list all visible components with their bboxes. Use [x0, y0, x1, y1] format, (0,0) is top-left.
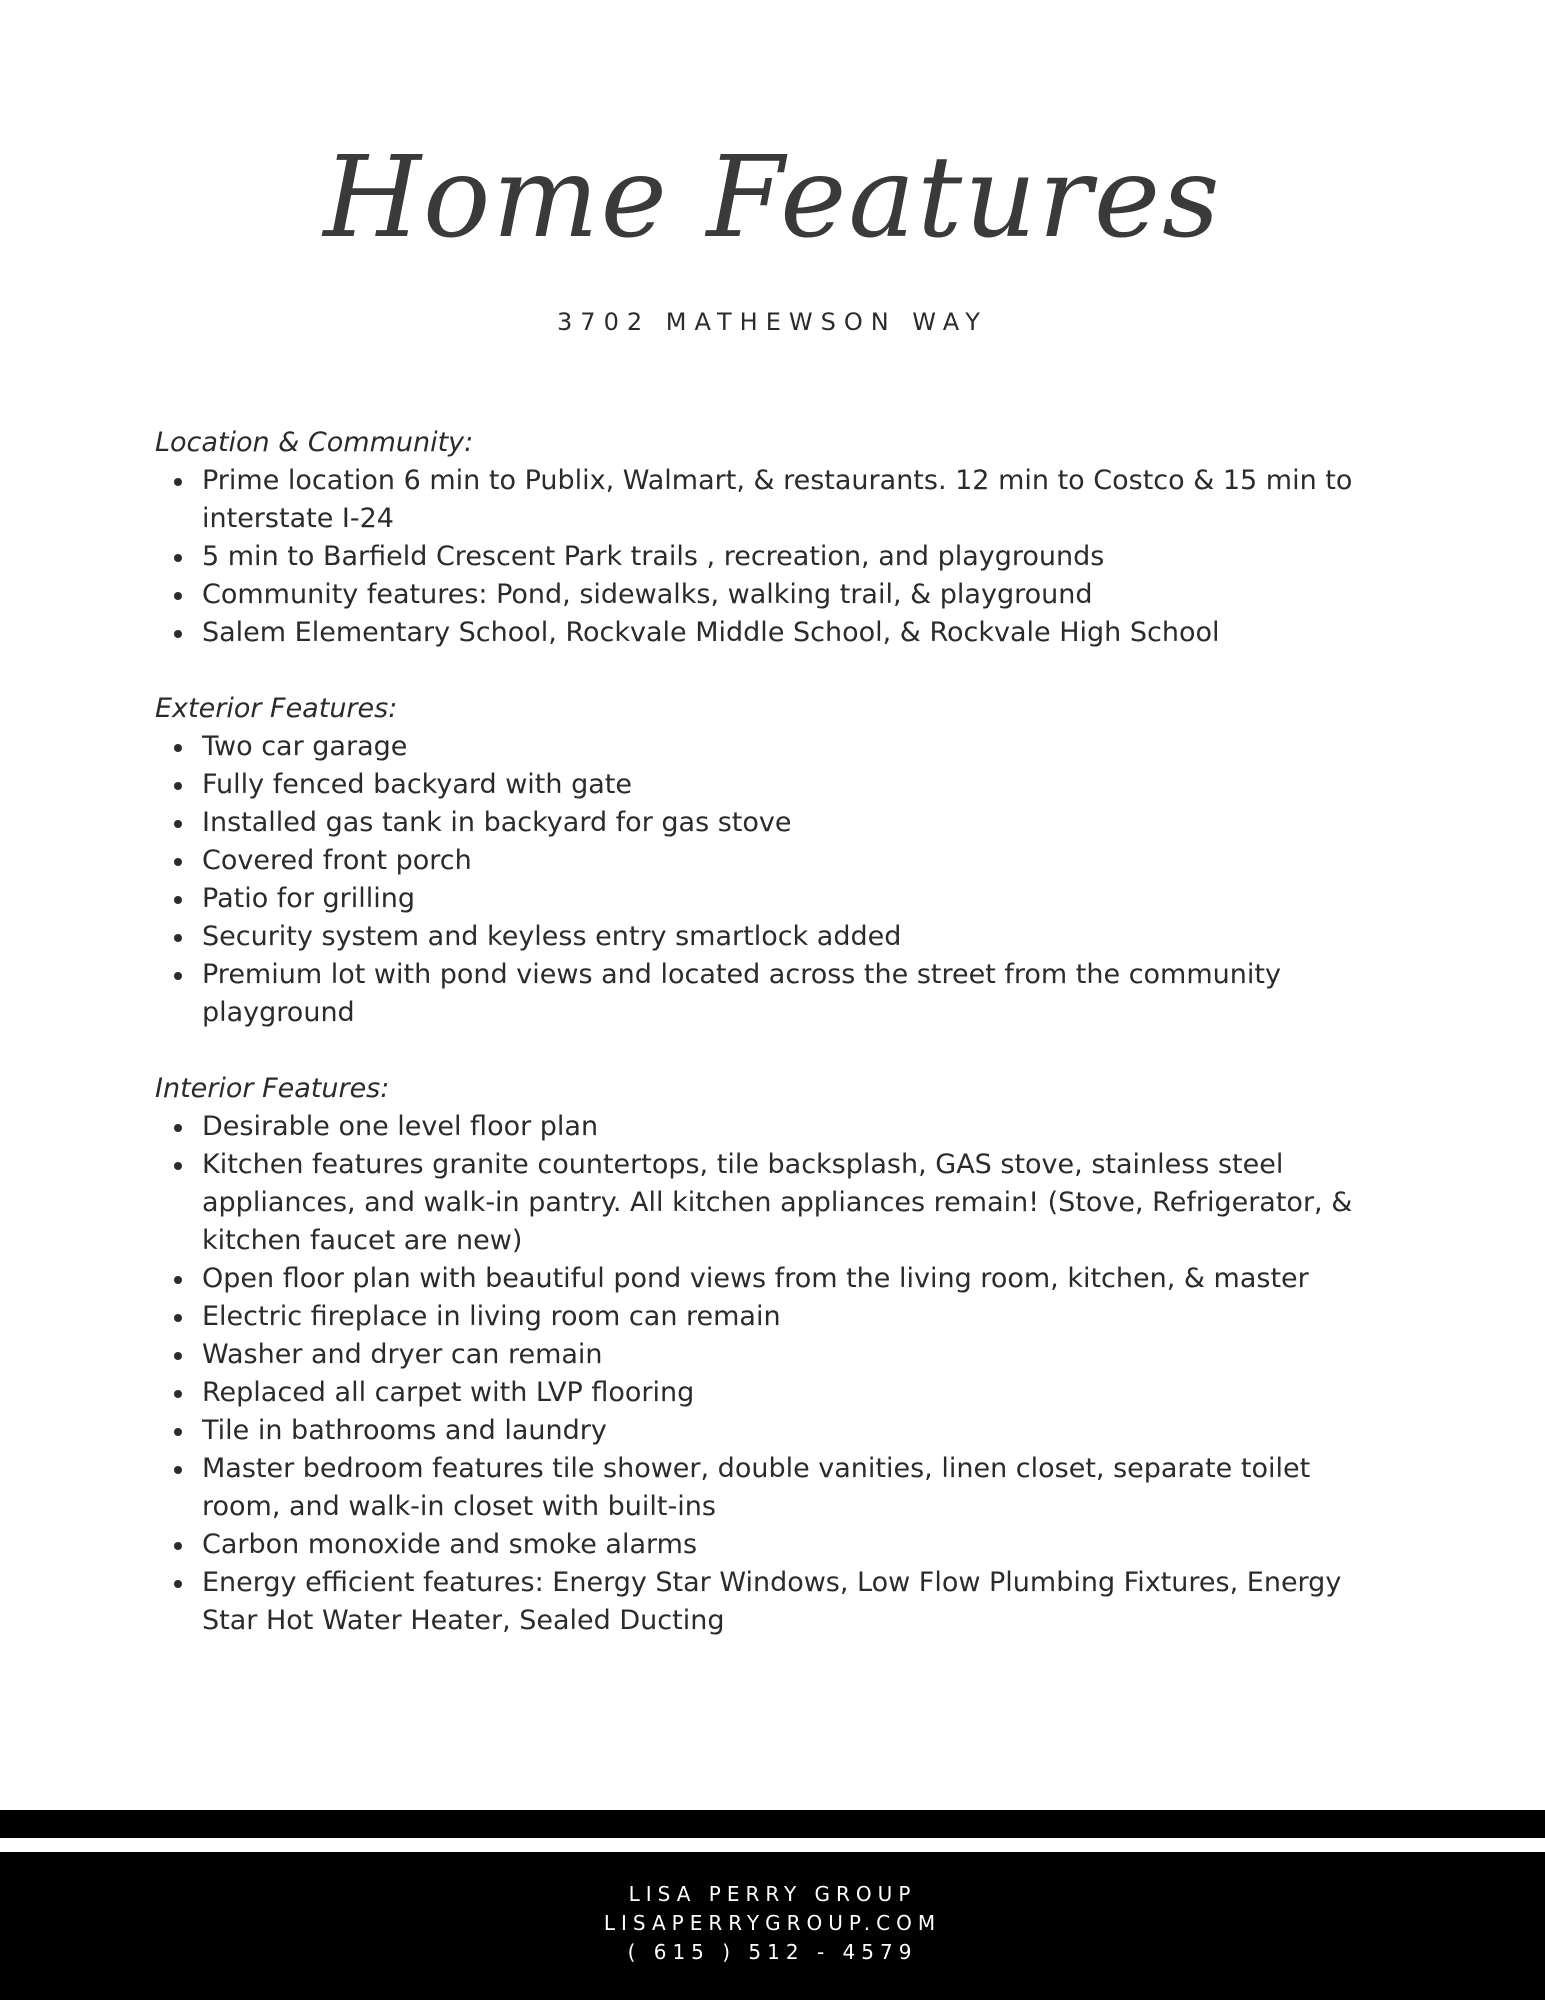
list-item: Kitchen features granite countertops, tile backsplash, GAS stove, stainless steel appliances, and walk-in pantry. All kitchen appliances remain! (Stove, Refrigerator, & kitchen faucet are new): [155, 1146, 1395, 1260]
website-link[interactable]: LISAPERRYGROUP.COM: [603, 1911, 942, 1935]
list-item: Tile in bathrooms and laundry: [155, 1412, 1395, 1450]
section-heading: Interior Features:: [155, 1073, 390, 1104]
list-item: Fully fenced backyard with gate: [155, 766, 1395, 804]
feature-list: [155, 1108, 1395, 1640]
footer-contact-block: [0, 1852, 1545, 1967]
feature-list: [155, 462, 1395, 652]
list-item: Energy efficient features: Energy Star Windows, Low Flow Plumbing Fixtures, Energy Star Hot Water Heater, Sealed Ducting: [155, 1564, 1395, 1640]
list-item: Open floor plan with beautiful pond views from the living room, kitchen, & master: [155, 1260, 1395, 1298]
list-item: Master bedroom features tile shower, double vanities, linen closet, separate toilet room, and walk-in closet with built-ins: [155, 1450, 1395, 1526]
features-content: [155, 424, 1395, 1678]
company-name: LISA PERRY GROUP: [628, 1882, 917, 1906]
list-item: Carbon monoxide and smoke alarms: [155, 1526, 1395, 1564]
section-heading: Location & Community:: [155, 427, 474, 458]
list-item: Premium lot with pond views and located across the street from the community playground: [155, 956, 1395, 1032]
section-interior-features: [155, 1070, 1395, 1640]
list-item: 5 min to Barfield Crescent Park trails , recreation, and playgrounds: [155, 538, 1395, 576]
list-item: Patio for grilling: [155, 880, 1395, 918]
phone-number[interactable]: ( 615 ) 512 - 4579: [627, 1940, 918, 1964]
footer: [0, 1852, 1545, 2000]
list-item: Prime location 6 min to Publix, Walmart, & restaurants. 12 min to Costco & 15 min to interstate I-24: [155, 462, 1395, 538]
list-item: Installed gas tank in backyard for gas stove: [155, 804, 1395, 842]
list-item: Salem Elementary School, Rockvale Middle School, & Rockvale High School: [155, 614, 1395, 652]
list-item: Replaced all carpet with LVP flooring: [155, 1374, 1395, 1412]
footer-divider-bar: [0, 1810, 1545, 1838]
page-title: Home Features: [323, 133, 1222, 263]
section-heading: Exterior Features:: [155, 693, 398, 724]
property-address: 3702 MATHEWSON WAY: [557, 308, 988, 336]
list-item: Electric fireplace in living room can remain: [155, 1298, 1395, 1336]
list-item: Washer and dryer can remain: [155, 1336, 1395, 1374]
list-item: Community features: Pond, sidewalks, walking trail, & playground: [155, 576, 1395, 614]
section-location-community: [155, 424, 1395, 652]
list-item: Covered front porch: [155, 842, 1395, 880]
list-item: Desirable one level floor plan: [155, 1108, 1395, 1146]
section-exterior-features: [155, 690, 1395, 1032]
list-item: Security system and keyless entry smartlock added: [155, 918, 1395, 956]
feature-list: [155, 728, 1395, 1032]
list-item: Two car garage: [155, 728, 1395, 766]
